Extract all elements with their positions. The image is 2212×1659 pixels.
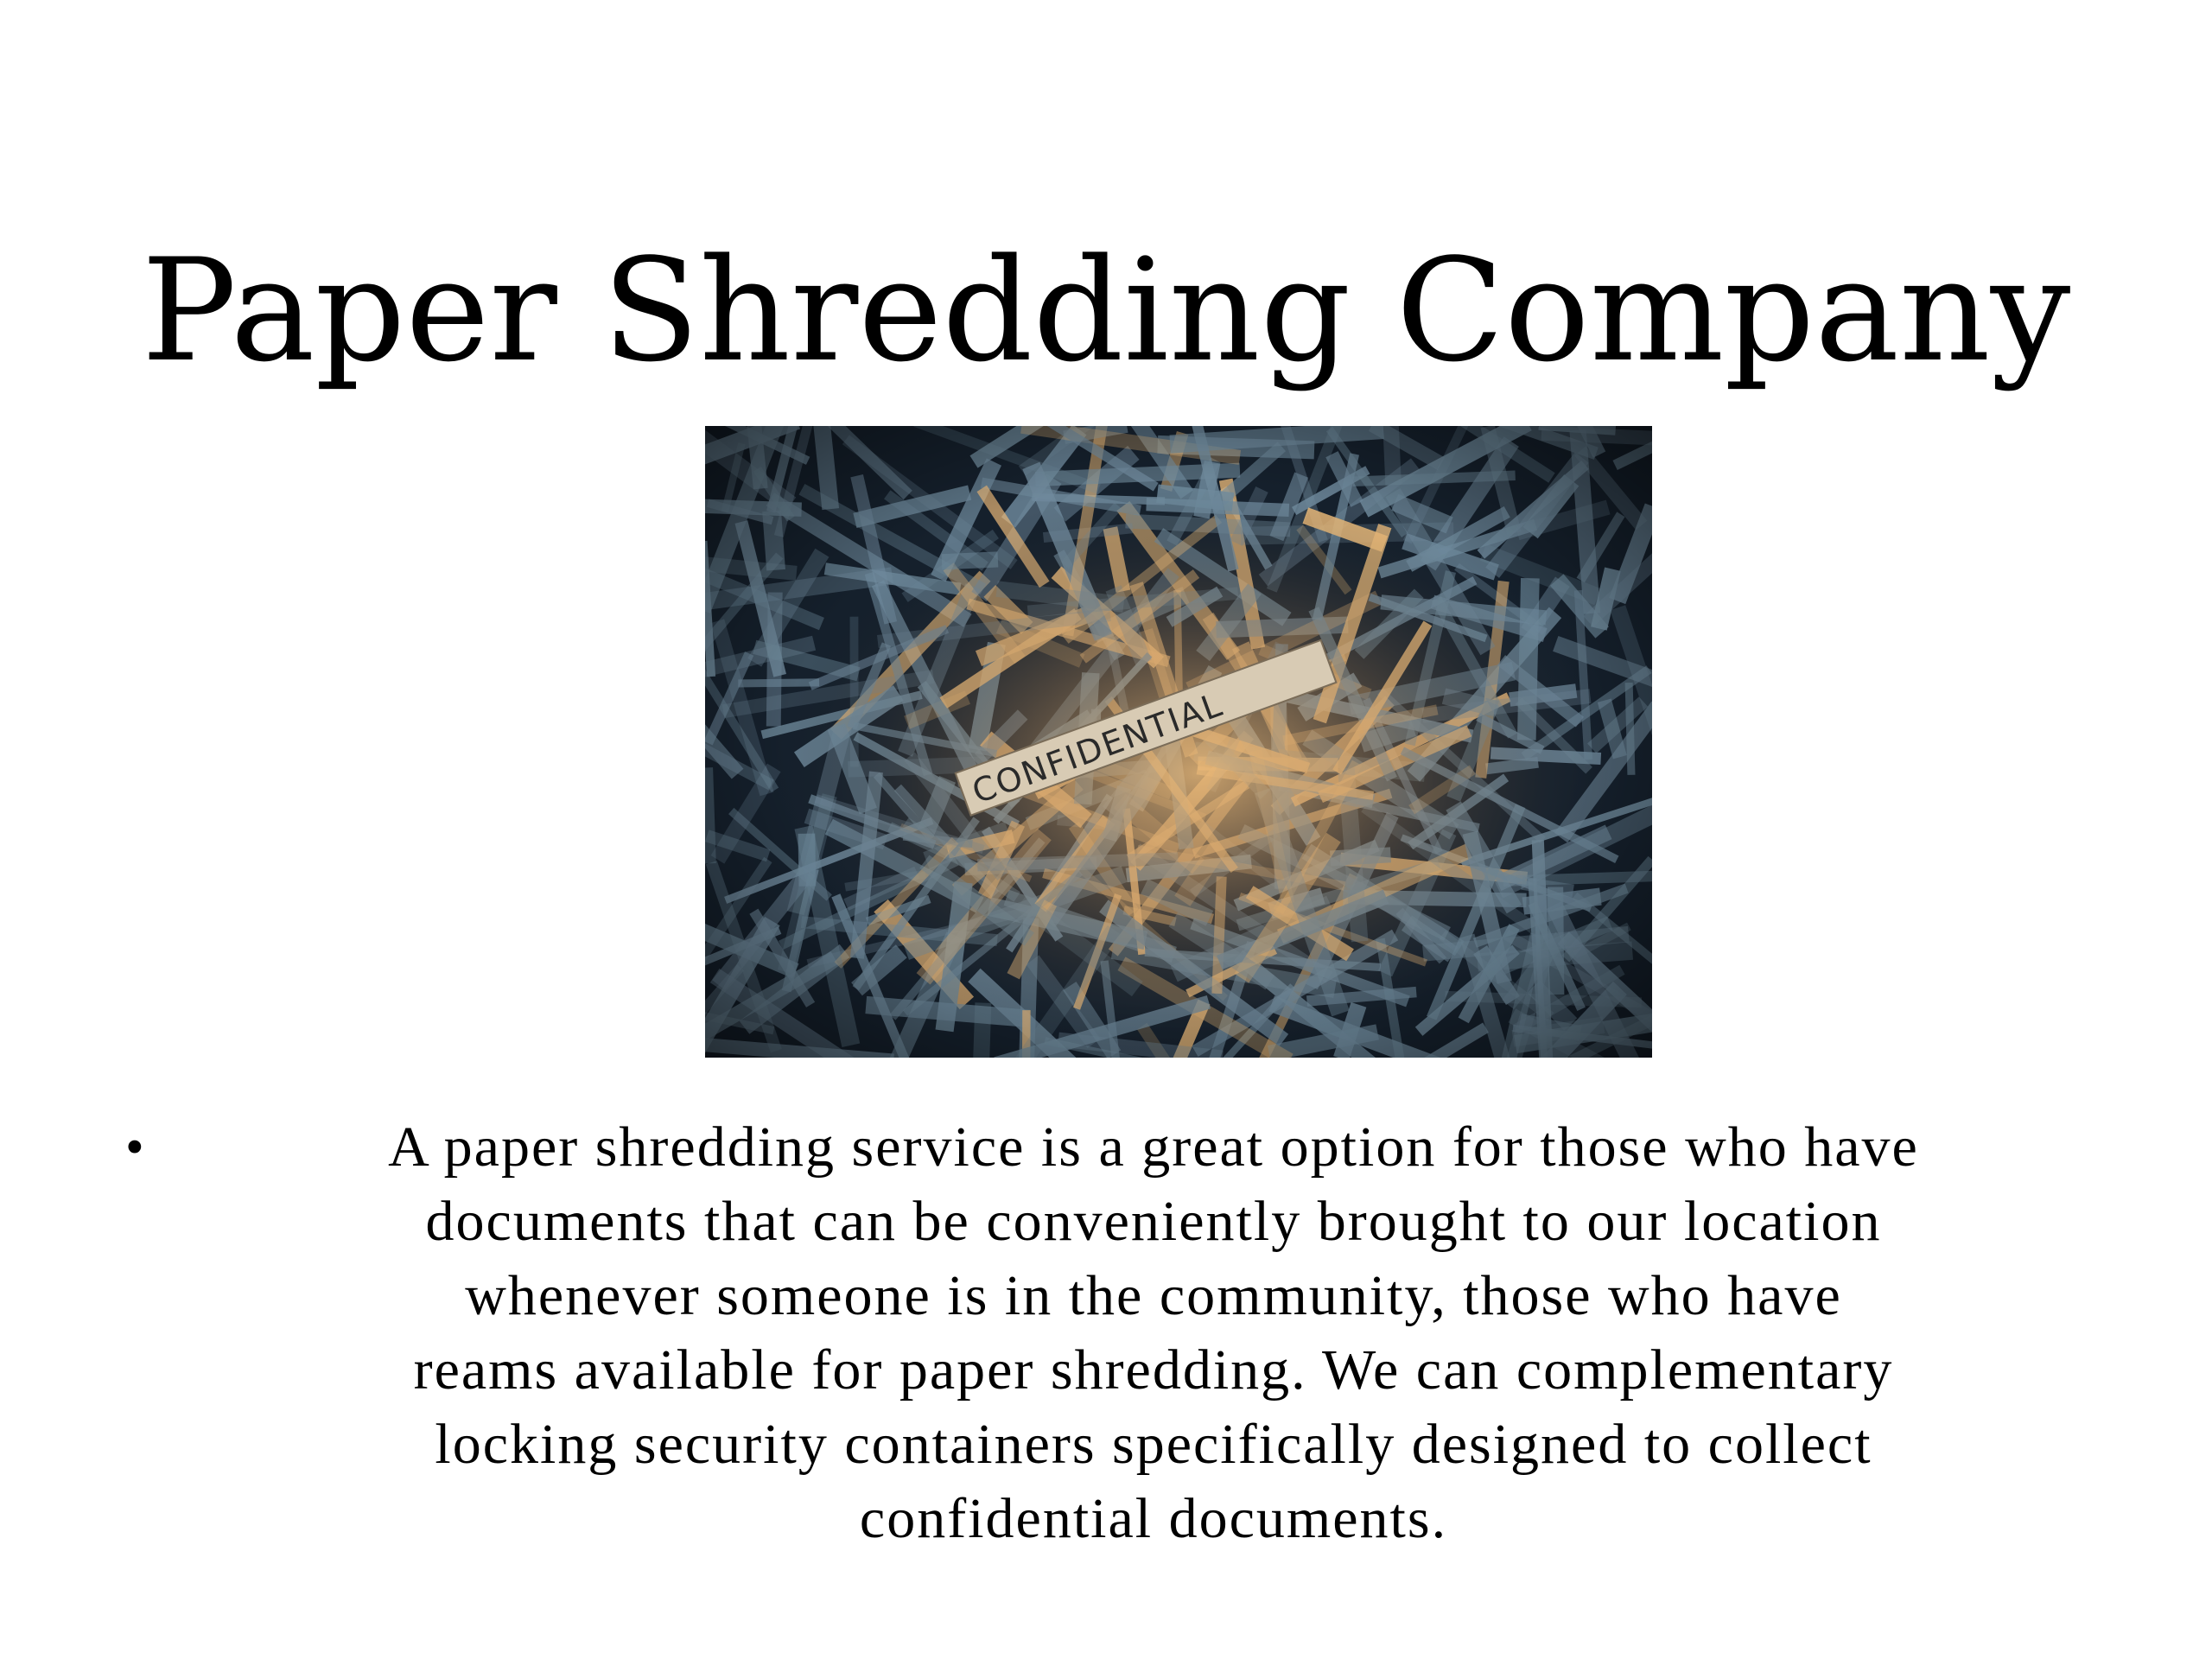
- bullet-line: confidential documents.: [859, 1487, 1448, 1550]
- shredded-paper-photo: [705, 426, 1652, 1058]
- bullet-line: documents that can be conveniently brought to our location: [425, 1190, 1882, 1253]
- bullet-line: A paper shredding service is a great option for those who have: [388, 1116, 1919, 1179]
- bullet-line: whenever someone is in the community, those who have: [465, 1264, 1842, 1327]
- bullet-item: [203, 1110, 2104, 1556]
- bullet-line: reams available for paper shredding. We can complementary: [413, 1338, 1894, 1402]
- bullet-line: locking security containers specifically designed to collect: [435, 1413, 1872, 1476]
- bullet-marker: •: [125, 1118, 144, 1177]
- slide-title: Paper Shredding Company: [141, 228, 2071, 393]
